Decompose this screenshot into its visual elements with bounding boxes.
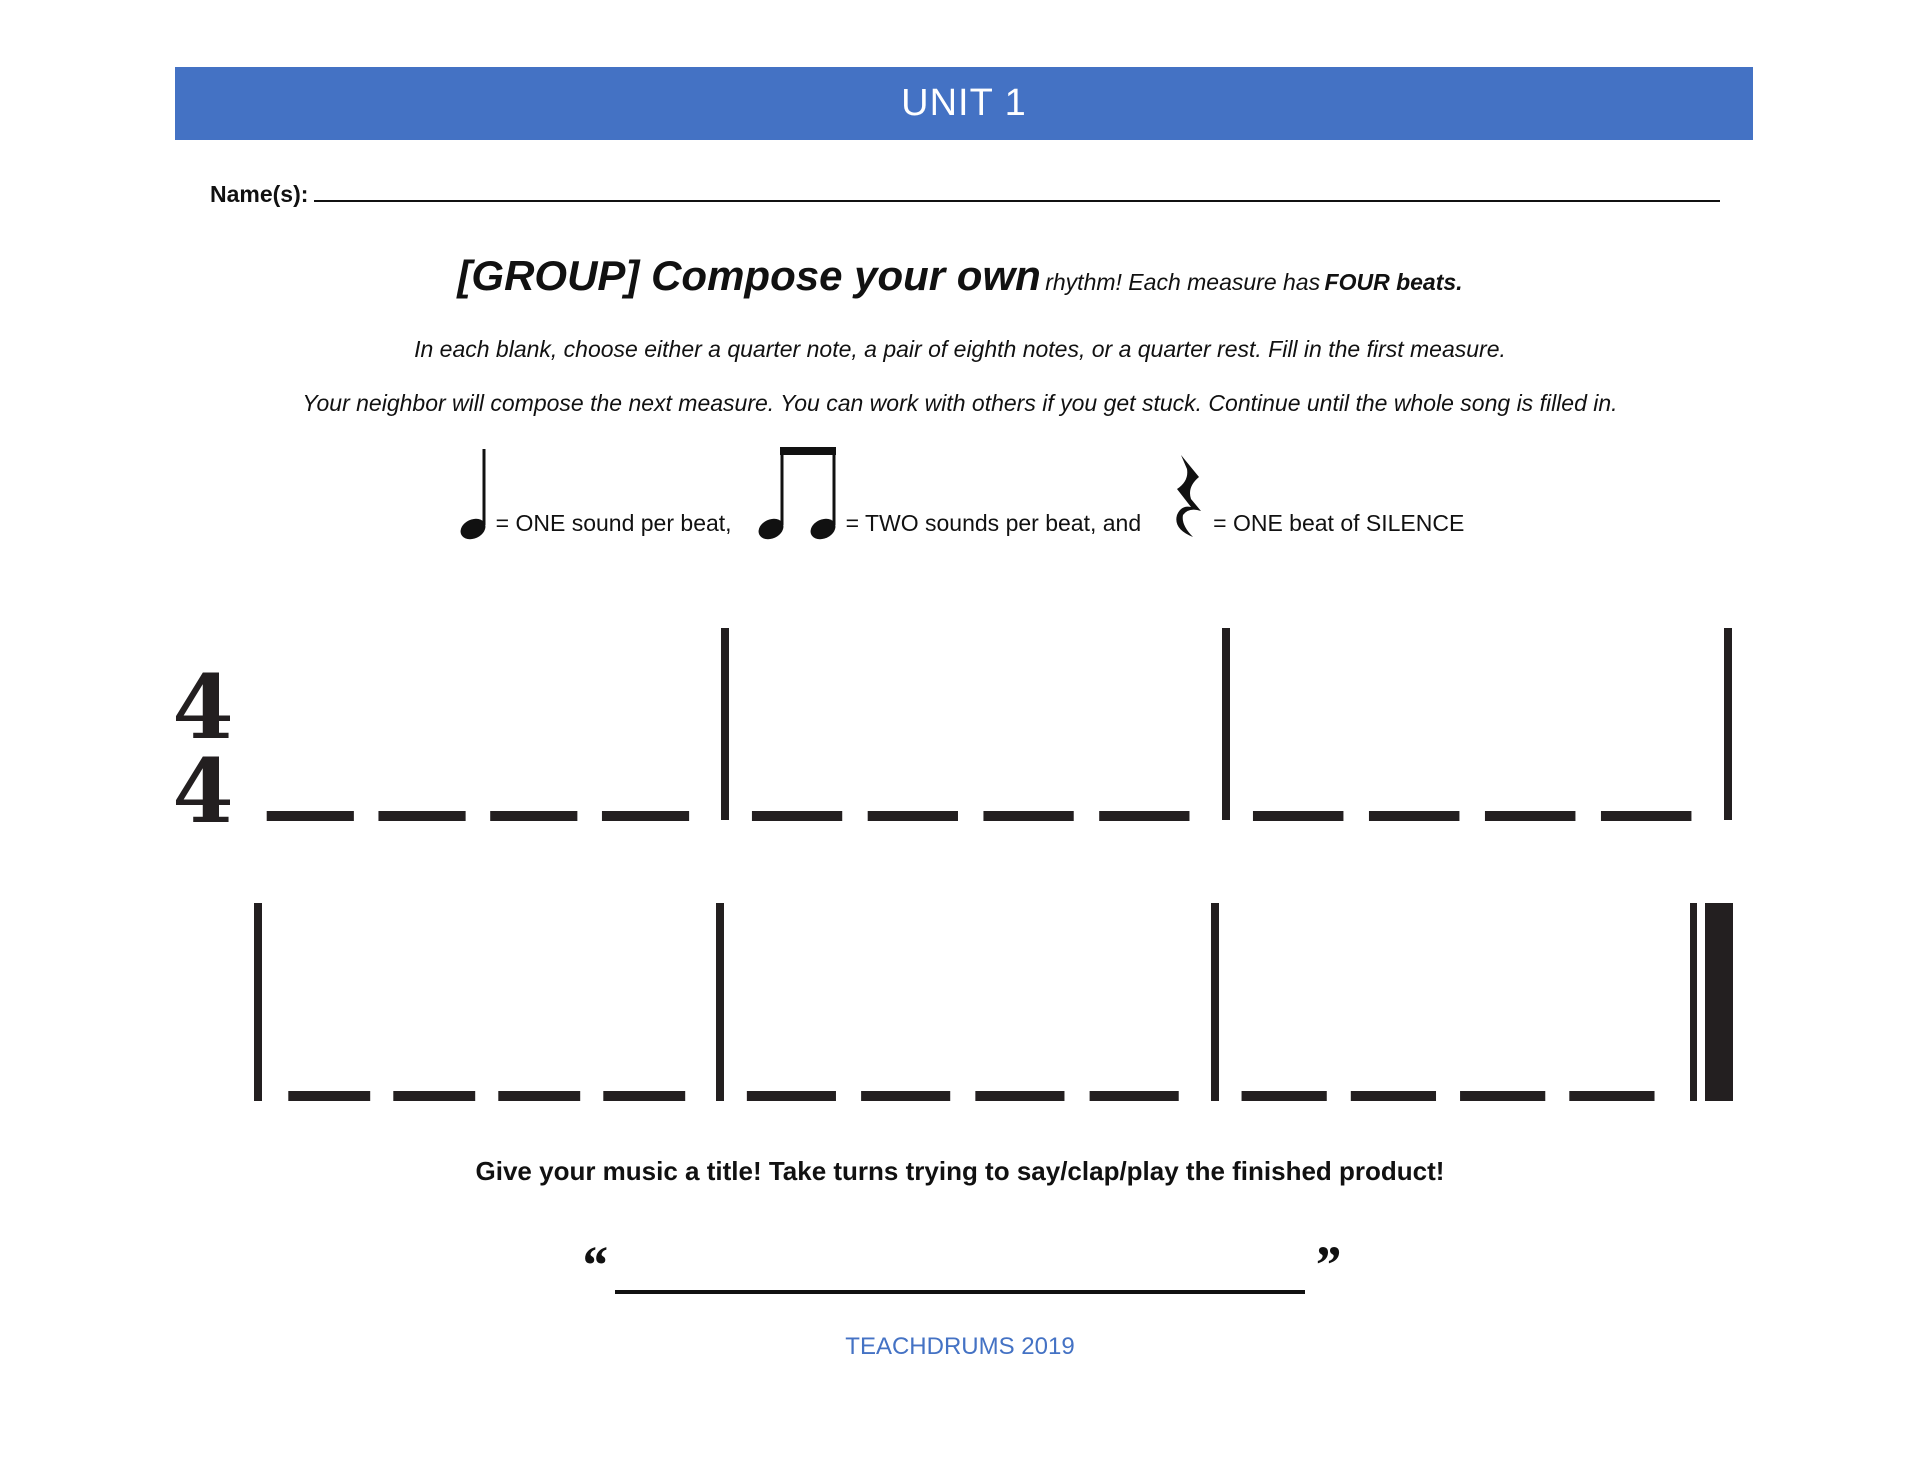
song-title-blank-line[interactable] [615, 1290, 1305, 1294]
beat-blank[interactable] [1253, 811, 1343, 821]
heading-main: [GROUP] Compose your own [457, 252, 1041, 299]
beat-blank[interactable] [288, 1091, 370, 1101]
beat-blank[interactable] [1601, 811, 1691, 821]
beat-blank[interactable] [1242, 1091, 1327, 1101]
barline [721, 628, 729, 820]
beat-blank[interactable] [1460, 1091, 1545, 1101]
activity-heading [0, 252, 1920, 300]
beat-blank[interactable] [1369, 811, 1459, 821]
legend-eighth-notes-text: = TWO sounds per beat, and [845, 510, 1142, 536]
song-title-field[interactable] [575, 1235, 1345, 1312]
final-barline-thin [1690, 903, 1697, 1101]
beat-blank[interactable] [490, 811, 577, 821]
beat-blank[interactable] [603, 1091, 685, 1101]
beat-blank[interactable] [1090, 1091, 1179, 1101]
beat-blank[interactable] [602, 811, 689, 821]
barline [1222, 628, 1230, 820]
close-quote: ” [1313, 1235, 1340, 1295]
legend-quarter-rest [1169, 453, 1464, 541]
beat-blank[interactable] [983, 811, 1073, 821]
legend-quarter-note-text: = ONE sound per beat, [495, 510, 732, 536]
barline [1211, 903, 1219, 1101]
note-legend [0, 441, 1920, 541]
beat-blank[interactable] [861, 1091, 950, 1101]
staff-row-1 [267, 628, 1732, 821]
barline [254, 903, 262, 1101]
instruction-line-2: Your neighbor will compose the next measure. You can work with others if you get stuck. Continue until the whole song is filled in. [302, 390, 1618, 416]
beat-blank[interactable] [868, 811, 958, 821]
legend-quarter-note [456, 447, 732, 541]
beat-blank[interactable] [1099, 811, 1189, 821]
eighth-notes-icon [754, 443, 840, 541]
beat-blank[interactable] [975, 1091, 1064, 1101]
beat-blank[interactable] [267, 811, 354, 821]
staff-row-2 [254, 903, 1733, 1101]
beat-blank[interactable] [1569, 1091, 1654, 1101]
quarter-rest-icon [1169, 453, 1207, 541]
heading-rest: rhythm! Each measure has [1045, 269, 1321, 295]
unit-title: UNIT 1 [901, 82, 1027, 124]
instruction-line-1: In each blank, choose either a quarter note, a pair of eighth notes, or a quarter rest. Fill in the first measure. [414, 336, 1506, 362]
final-barline-thick [1705, 903, 1733, 1101]
beat-blank[interactable] [752, 811, 842, 821]
barline [716, 903, 724, 1101]
time-signature-top: 4 [172, 655, 234, 759]
legend-quarter-rest-text: = ONE beat of SILENCE [1213, 510, 1465, 536]
beat-blank[interactable] [1485, 811, 1575, 821]
open-quote: “ [580, 1235, 607, 1295]
beat-blank[interactable] [498, 1091, 580, 1101]
name-blank-line[interactable] [314, 200, 1720, 202]
footer-credit: TEACHDRUMS 2019 [845, 1333, 1075, 1360]
beat-blank[interactable] [1351, 1091, 1436, 1101]
heading-bold: FOUR beats. [1324, 269, 1463, 295]
time-signature-bottom: 4 [172, 739, 234, 843]
unit-banner [175, 67, 1753, 140]
beat-blank[interactable] [393, 1091, 475, 1101]
barline [1724, 628, 1732, 820]
beat-blank[interactable] [747, 1091, 836, 1101]
legend-eighth-notes [754, 443, 1142, 541]
name-field[interactable] [210, 176, 1720, 208]
quarter-note-icon [456, 447, 490, 541]
beat-blank[interactable] [378, 811, 465, 821]
title-prompt: Give your music a title! Take turns trying to say/clap/play the finished product! [475, 1156, 1445, 1186]
name-label: Name(s): [210, 181, 309, 207]
